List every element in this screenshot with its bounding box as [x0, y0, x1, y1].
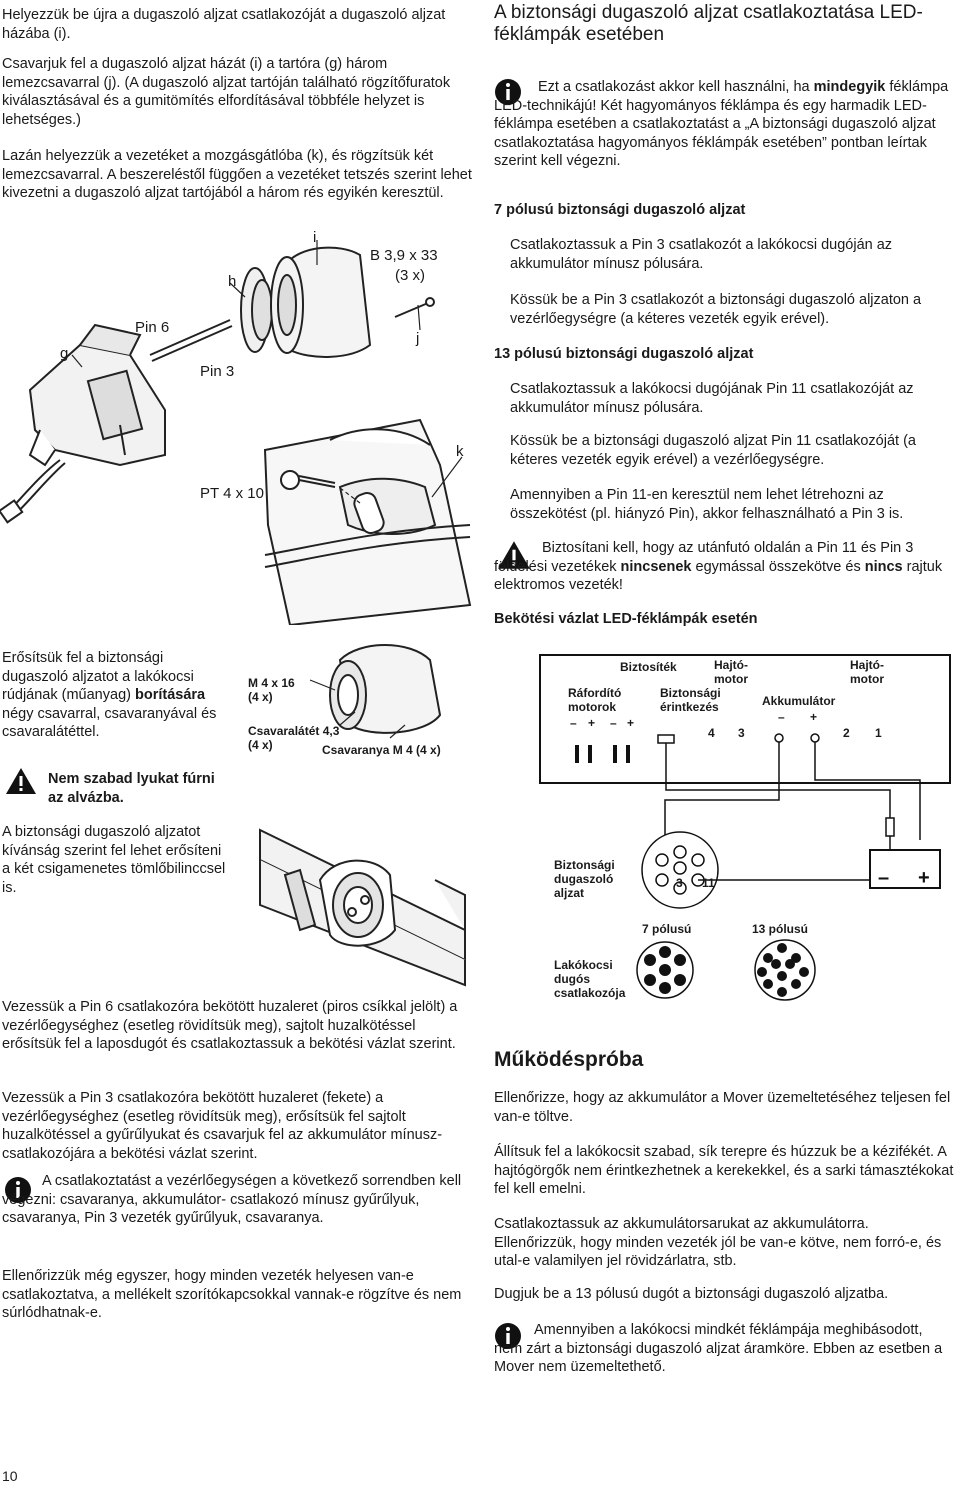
battery-minus-terminal: –: [778, 710, 785, 724]
drawbar-text-bold: borítására: [135, 687, 206, 703]
label-washer-count: (4 x): [248, 738, 273, 752]
connection-order-note: A csatlakoztatást a vezérlőegységen a következő sorrendben kell végezni: csavaranya, akkumulátor- csatlakozó mínusz gyűrűlyuk, csavaranya, Pin 3 vezeték gyűrűlyuk, csavaranya.: [2, 1173, 462, 1226]
drive-motor-label-2: Hajtó-: [850, 658, 884, 672]
label-m4-count: (4 x): [248, 690, 273, 704]
socket-label-2: dugaszoló: [554, 872, 614, 886]
thirteen-pole-label: 13 pólusú: [752, 922, 809, 936]
grounding-warning: [494, 539, 952, 595]
heading-7-pole: 7 pólusú biztonsági dugaszoló aljzat: [494, 202, 746, 218]
led-note-text-2: féklámpa LED-technikájú! Két hagyományos féklámpa és egy harmadik LED-féklámpa esetében a csatlakoztatást a „A biztonsági dugaszoló aljzat csatlakoztatása hagyományos féklámpák esetében” pontban leírtak szerint kell végezni.: [494, 79, 949, 169]
grounding-warning-text-2: egymással összekötve és: [695, 558, 861, 575]
terminal-2: 2: [843, 726, 850, 740]
wiring-diagram-title: Bekötési vázlat LED-féklámpák esetén: [494, 611, 758, 627]
led-note-text-1: Ezt a csatlakozást akkor kell használni, ha: [538, 79, 810, 95]
seven-pole-label: 7 pólusú: [642, 922, 692, 936]
socket-assembly-drawing: [0, 225, 480, 625]
led-note-bold: mindegyik: [813, 79, 886, 95]
thirteen-pole-step-1: Csatlakoztassuk a lakókocsi dugójának Pin 11 csatlakozóját az akkumulátor mínusz pólusára.: [510, 381, 914, 416]
mounting-paragraph: Csavarjuk fel a dugaszoló aljzat házát (i) a tartóra (g) három lemezcsavarral (j). (A dugaszoló aljzat tartóján található rögzítőfuratok kiválasztásával és a gumitömítés elfordításával többféle helyzet is lehetséges.): [2, 56, 451, 128]
battery-label: Akkumulátor: [762, 694, 836, 708]
label-screw-count: (3 x): [395, 267, 425, 284]
drawbar-mount-paragraph: [2, 649, 227, 742]
actuator-label: Ráfordító: [568, 686, 622, 700]
safety-contact-label: Biztonsági: [660, 686, 721, 700]
safety-contact-label-2: érintkezés: [660, 700, 719, 714]
plug-label-3: csatlakozója: [554, 986, 626, 1000]
label-g: g: [60, 345, 69, 362]
terminal-plus-1: +: [588, 716, 596, 730]
label-j: j: [416, 330, 420, 347]
drawbar-socket-figure: [240, 810, 480, 990]
fuse-label: Biztosíték: [620, 660, 677, 674]
grounding-warning-bold-2: nincs: [864, 558, 903, 575]
drawbar-text-2: négy csavarral, csavaranyával és csavaralátéttel.: [2, 705, 217, 740]
pin6-wire-paragraph: Vezessük a Pin 6 csatlakozóra bekötött huzaleret (piros csíkkal jelölt) a vezérlőegységhez (esetleg rövidítsük meg), sajtolt huzalkötéssel erősítsük fel a laposdugót és csatlakoztassuk a bekötési vázlat szerint.: [2, 999, 458, 1052]
function-test-title: Működéspróba: [494, 1048, 644, 1071]
led-usage-note: [494, 78, 952, 171]
brake-light-failure-note: Amennyiben a lakókocsi mindkét féklámpája meghibásodott, nem zárt a biztonsági dugaszoló aljzat áramköre. Ebben az esetben a Mover nem üzemeltethető.: [494, 1322, 943, 1375]
thirteen-pole-step-2: Kössük be a biztonsági dugaszoló aljzat Pin 11 csatlakozóját (a kéteres vezeték egyik erével) a vezérlőegységre.: [510, 433, 916, 468]
function-test-step-2: Állítsuk fel a lakókocsit szabad, sík terepre és húzzuk be a kézifékét. A hajtógörgők nem érintkezhetnek a kerekekkel, és a sarki támasztékokat fel kell emelni.: [494, 1144, 954, 1197]
battery-minus-symbol: –: [878, 867, 890, 889]
label-k: k: [456, 443, 464, 460]
grounding-warning-text-3: rajtuk elektromos vezeték!: [494, 558, 943, 593]
label-i: i: [313, 229, 317, 246]
battery-plus-terminal: +: [810, 710, 818, 724]
drive-motor-label-1: Hajtó-: [714, 658, 748, 672]
socket-pin-3: 3: [676, 876, 683, 890]
function-test-step-4: Dugjuk be a 13 pólusú dugót a biztonsági dugaszoló aljzatba.: [494, 1286, 889, 1302]
wiring-diagram-drawing: [490, 640, 960, 1010]
page-number: 10: [2, 1468, 18, 1484]
terminal-3: 3: [738, 726, 745, 740]
terminal-minus-2: –: [610, 716, 617, 730]
terminal-plus-2: +: [627, 716, 635, 730]
drawbar-socket-drawing: [240, 810, 480, 990]
label-pt-screw: PT 4 x 10: [200, 485, 264, 502]
function-test-step-3: Csatlakoztassuk az akkumulátorsarukat az akkumulátorra. Ellenőrizzük, hogy minden vezeték jól be van-e kötve, nem forró-e, és utal-e valamilyen jel rövidzárlatra, stb.: [494, 1216, 942, 1269]
seven-pole-step-2: Kössük be a Pin 3 csatlakozót a biztonsági dugaszoló aljzaton a vezérlőegységre (a kéteres vezeték egyik erével).: [510, 292, 922, 327]
pin3-wire-paragraph: Vezessük a Pin 3 csatlakozóra bekötött huzaleret (fekete) a vezérlőegységhez (esetleg rövidítsük meg), erősítsük fel sajtolt huzalkötéssel a gyűrűlyukat és csavarjuk fel az akkumulátor mínusz-csatlakozójára a bekötési vázlat szerint.: [2, 1090, 443, 1162]
socket-screw-figure: [240, 640, 480, 770]
hose-clamp-paragraph: A biztonsági dugaszoló aljzatot kívánság szerint fel lehet erősíteni a két csigamenetes tömlőbilinccsel is.: [2, 824, 226, 896]
wiring-diagram: [490, 640, 960, 1010]
terminal-minus-1: –: [570, 716, 577, 730]
intro-paragraph: Helyezzük be újra a dugaszoló aljzat csatlakozóját a dugaszoló aljzat házába (i).: [2, 7, 446, 42]
drive-motor-label-1b: motor: [714, 672, 748, 686]
terminal-4: 4: [708, 726, 715, 740]
grounding-warning-text-1: Biztosítani kell, hogy az utánfutó oldalán a Pin 11 és Pin 3 földelési vezetékek: [494, 540, 914, 575]
actuator-label-2: motorok: [568, 700, 616, 714]
label-pin6: Pin 6: [135, 319, 170, 336]
plug-label-1: Lakókocsi: [554, 958, 613, 972]
grounding-warning-bold-1: nincsenek: [620, 558, 692, 575]
socket-assembly-figure: [0, 225, 480, 625]
battery-plus-symbol: +: [918, 867, 930, 889]
page-title: A biztonsági dugaszoló aljzat csatlakoztatása LED-féklámpák esetében: [494, 2, 923, 45]
plug-label-2: dugós: [554, 972, 590, 986]
terminal-1: 1: [875, 726, 882, 740]
cable-routing-paragraph: Lazán helyezzük a vezetéket a mozgásgátlóba (k), és rögzítsük két lemezcsavarral. A beszereléstől függően a vezetéket tetszés szerint lehet kivezetni a dugaszoló aljzat tartójából a három rés egyikén keresztül.: [2, 148, 472, 201]
label-h: h: [228, 273, 237, 290]
socket-pin-11: 11: [702, 876, 715, 890]
label-screw-b: B 3,9 x 33: [370, 247, 438, 264]
heading-13-pole: 13 pólusú biztonsági dugaszoló aljzat: [494, 346, 754, 362]
label-m4-screw: M 4 x 16: [248, 676, 295, 690]
socket-label-3: aljzat: [554, 886, 585, 900]
function-test-step-1: Ellenőrizze, hogy az akkumulátor a Mover üzemeltetéséhez teljesen fel van-e töltve.: [494, 1090, 951, 1125]
thirteen-pole-step-3: Amennyiben a Pin 11-en keresztül nem lehet létrehozni az összekötést (pl. hiányzó Pin), akkor felhasználható a Pin 3 is.: [510, 487, 904, 522]
label-nut: Csavaranya M 4 (4 x): [322, 743, 441, 757]
seven-pole-step-1: Csatlakoztassuk a Pin 3 csatlakozót a lakókocsi dugóján az akkumulátor mínusz pólusára.: [510, 237, 893, 272]
no-drill-warning: Nem szabad lyukat fúrni az alvázba.: [48, 771, 215, 806]
drawbar-text-1: Erősítsük fel a biztonsági dugaszoló aljzatot a lakókocsi rúdjának (műanyag): [2, 650, 194, 703]
label-washer: Csavaralátét 4,3: [248, 724, 340, 738]
socket-label-1: Biztonsági: [554, 858, 615, 872]
final-check-paragraph: Ellenőrizzük még egyszer, hogy minden vezeték helyesen van-e csatlakoztatva, a mellékelt szorítókapcsokkal vannak-e rögzítve és nem súrlódhatnak-e.: [2, 1268, 462, 1321]
label-pin3: Pin 3: [200, 363, 235, 380]
drive-motor-label-2b: motor: [850, 672, 884, 686]
warning-icon: [4, 766, 38, 796]
